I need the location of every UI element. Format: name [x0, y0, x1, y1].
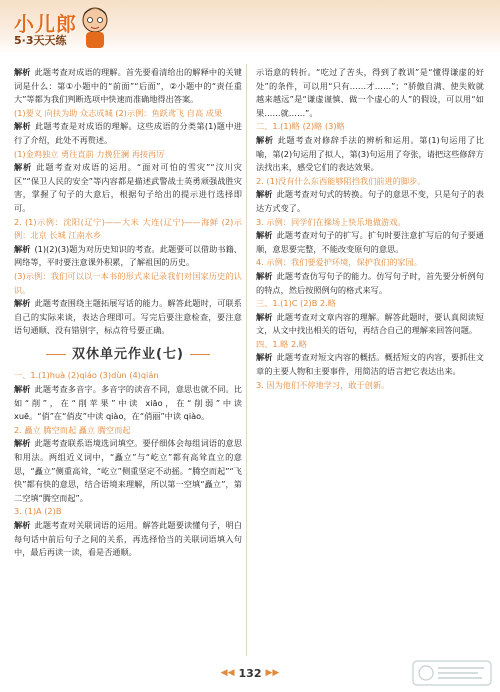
answer-line — [256, 66, 484, 120]
answer-line — [256, 256, 484, 270]
right-arrows-icon: ▶▶ — [265, 668, 280, 678]
paragraph-text: 此题考查多音字。多音字的读音不同，意思也就不同。比如“削”，在“削苹果”中读 xiāo，在“削弱”中读 xuē。“俏”在“俏皮”中读 qiào，在“俏丽”中读 qiào。 — [14, 384, 242, 422]
paragraph-text: (1)要义 向扶为助 众志成城 (2)示例：鱼跃鸢飞 自高 成果 — [14, 107, 223, 118]
page-footer — [0, 660, 500, 692]
paragraph-text: 2. (1)示例：沈阳(辽宁)——大米 大连(辽宁)——海鲜 (2)示例：北京 长城 江南水乡 — [14, 216, 242, 241]
analysis-paragraph — [256, 188, 484, 215]
analysis-paragraph — [256, 229, 484, 256]
paragraph-text: 3. 示例：同学们在操场上快乐地做游戏。 — [256, 216, 406, 227]
analysis-label: 解析 — [14, 162, 33, 173]
paragraph-text: 此题考查对成语的理解。首先要看清给出的解释中的关键词是什么：第①小题中的“前面”“后面”，②小题中的“责任重大”等都为我们判断选项中快速而准确地得出答案。 — [14, 67, 242, 105]
analysis-paragraph — [14, 437, 242, 505]
column-divider — [246, 64, 247, 656]
answer-line — [14, 107, 242, 121]
analysis-label: 解析 — [14, 438, 31, 449]
answer-line — [256, 120, 484, 134]
analysis-paragraph — [14, 519, 242, 560]
watermark-logo — [412, 660, 492, 686]
analysis-paragraph — [14, 120, 242, 147]
paragraph-text: (1)金鸡独立 勇往直前 力挽狂澜 再接再厉 — [14, 148, 165, 159]
paragraph-text: 3. (1)A (2)B — [14, 506, 62, 517]
brand-logo: 小儿郎 — [14, 12, 77, 36]
paragraph-text: 此题考查对句式的转换。句子的意思不变，只是句子的表达方式变了。 — [256, 189, 484, 213]
paragraph-text: 四、1.略 2.略 — [256, 338, 307, 349]
left-column — [14, 66, 242, 560]
paragraph-text: 此题考查围绕主题拓展写话的能力。解答此题时，可联系自己的实际来谈，表达合理即可。写完后要注意检查，要注意语句通顺、没有错别字，标点符号要正确。 — [14, 298, 242, 336]
analysis-paragraph — [14, 383, 242, 424]
paragraph-text: 二、1.(1)略 (2)略 (3)略 — [256, 121, 345, 132]
paragraph-text: 一、1.(1)huà (2)qiáo (3)dùn (4)qián — [14, 370, 159, 381]
analysis-label: 解析 — [256, 230, 273, 241]
right-column — [256, 66, 484, 392]
analysis-label: 解析 — [14, 520, 31, 530]
paragraph-text: 此题考查仿写句子的能力。仿写句子时，首先要分析例句的特点，然后按照例句的格式来写。 — [256, 270, 484, 295]
analysis-label: 解析 — [14, 243, 31, 254]
analysis-label: 解析 — [14, 384, 31, 395]
answer-line — [14, 369, 242, 383]
paragraph-text: 三、1.(1)C (2)B 2.略 — [256, 298, 336, 309]
paragraph-text: 此题考查对成语的运用。“面对可怕的雪灾”“汶川灾区”“保卫人民的安全”等内容都是描述武警战士英勇顽强战胜灾害，掌握了句子的大意后，根据句子给出的提示进行选择即可。 — [14, 162, 242, 213]
answer-line — [14, 270, 242, 297]
paragraph-text: 此题考查对关联词语的运用。解答此题要读懂句子，明白每句话中前后句子之间的关系，再选择恰当的关联词语填入句中，最后再读一读，看是否通顺。 — [14, 520, 242, 558]
analysis-paragraph — [256, 311, 484, 338]
paragraph-text: 此题考查联系语境选词填空。要仔细体会每组词语的意思和用法。两组近义词中，“矗立”与“屹立”都有高耸直立的意思，“矗立”侧重高耸，“屹立”侧重坚定不动摇。“腾空而起”“飞快”都有快的意思，结合语境来理解，所以第一空填“矗立”，第二空填“腾空而起”。 — [14, 438, 242, 503]
analysis-label: 解析 — [256, 352, 273, 363]
paragraph-text: (1)(2)(3)题为对历史知识的考查。此题要可以借助书籍、网络等，平时要注意课外积累，了解祖国的历史。 — [14, 243, 242, 268]
section-title: 双休单元作业(七) — [14, 348, 242, 362]
analysis-label: 解析 — [14, 67, 31, 77]
analysis-paragraph — [14, 297, 242, 338]
answer-line — [14, 505, 242, 519]
paragraph-text: 此题考查对句子的扩写。扩句时要注意扩写后的句子要通顺，意思要完整，不能改变原句的意思。 — [256, 230, 484, 254]
paragraph-text: 2. 矗立 腾空而起 矗立 腾空而起 — [14, 424, 131, 435]
analysis-paragraph — [14, 66, 242, 107]
answer-line — [256, 379, 484, 393]
analysis-label: 解析 — [14, 121, 31, 132]
analysis-paragraph — [256, 134, 484, 175]
analysis-label: 解析 — [14, 298, 31, 309]
paragraph-text: (3)示例：我们可以以一本书的形式来记录我们对国家历史的认识。 — [14, 270, 242, 295]
answer-line — [256, 175, 484, 189]
analysis-paragraph — [14, 161, 242, 215]
paragraph-text: 此题考查是对成语的理解。这些成语的分类第(1)题中进行了介绍，此处不再赘述。 — [14, 121, 242, 145]
analysis-label: 解析 — [256, 134, 274, 145]
answer-line — [256, 297, 484, 311]
answer-line — [14, 148, 242, 162]
paragraph-text: 示语意的转折。“吃过了苦头，得到了教训”是“懂得谦虚的好处”的条件，可以用“只有……才……”；“骄傲自满、使失败就越来越远”是“谦虚谨慎、做一个虚心的人”的假设，可以用“如果……就……”。 — [256, 67, 484, 118]
paragraph-text: 3. 因为他们不停地学习，敢于创新。 — [256, 379, 390, 390]
page-number: 132 — [238, 666, 262, 680]
analysis-label: 解析 — [256, 189, 273, 200]
answer-line — [14, 216, 242, 243]
mascot-icon — [78, 4, 112, 50]
analysis-label: 解析 — [256, 270, 273, 281]
analysis-paragraph — [14, 243, 242, 270]
brand-subtitle: 5·3天天练 — [14, 34, 67, 47]
page-header — [0, 0, 500, 54]
paragraph-text: 2. (1)没有什么东西能够阻挡我们前进的脚步。 — [256, 175, 426, 186]
paragraph-text: 此题考查对短文内容的概括。概括短文的内容，要抓住文章的主要人物和主要事件，用简洁的语言把它表达出来。 — [256, 352, 484, 377]
paragraph-text: 此题考查对文章内容的理解。解答此题时，要认真阅读短文，从文中找出相关的语句，再结合自己的理解来回答问题。 — [256, 311, 484, 336]
analysis-paragraph — [256, 351, 484, 378]
paragraph-text: 此题考查对修辞手法的辨析和运用。第(1)句运用了比喻，第(2)句运用了拟人，第(3)句运用了夸张，请把这些修辞方法找出来，感受它们的表达效果。 — [256, 134, 484, 173]
answer-line — [256, 216, 484, 230]
answer-line — [14, 424, 242, 438]
page-indicator — [210, 664, 290, 682]
analysis-paragraph — [256, 270, 484, 297]
analysis-label: 解析 — [256, 311, 273, 322]
answer-line — [256, 338, 484, 352]
paragraph-text: 4. 示例：我们要爱护环境，保护我们的家园。 — [256, 257, 422, 268]
left-arrows-icon: ◀◀ — [220, 668, 235, 678]
